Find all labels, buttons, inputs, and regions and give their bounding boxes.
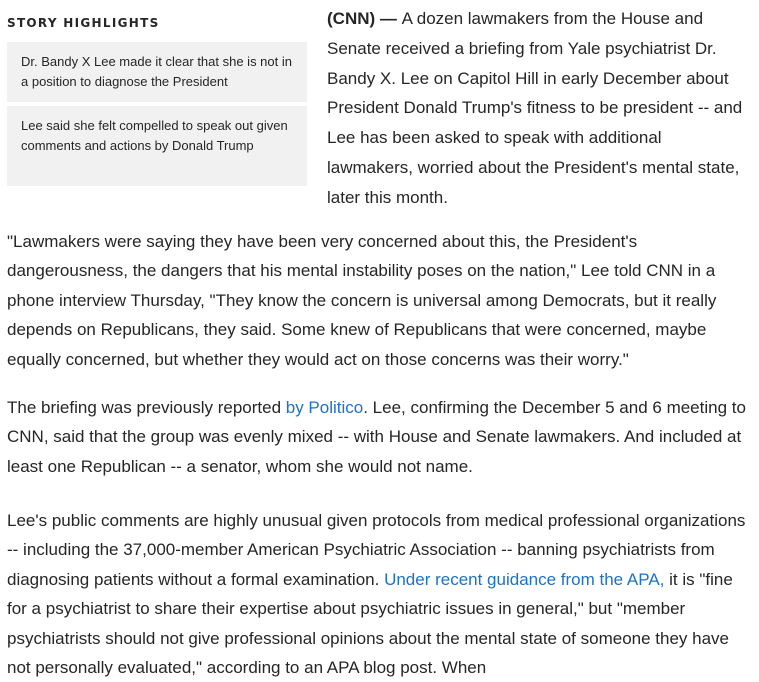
article-paragraph-apa bbox=[7, 506, 751, 682]
apa-guidance-link[interactable]: Under recent guidance from the APA, bbox=[384, 569, 665, 589]
paragraph-text: it is "fine for a psychiatrist to share their expertise about psychiatric issues in general," but "member psychiatrists should not give professional opinions about the mental state of someone they have not personally evaluated," according to an APA blog post. When bbox=[7, 569, 733, 678]
story-highlights bbox=[7, 14, 307, 190]
story-highlights-title: STORY HIGHLIGHTS bbox=[7, 16, 160, 30]
politico-link[interactable]: by Politico bbox=[285, 398, 364, 417]
article-paragraph-quote: "Lawmakers were saying they have been very concerned about this, the President's dangerousness, the dangers that his mental instability poses on the nation," Lee told CNN in a phone interview Thursday, "They know the concern is universal among Democrats, but it really depends on Republicans, they said. Some knew of Republicans that were concerned, maybe equally concerned, but whether they would act on those concerns was their worry." bbox=[7, 232, 717, 369]
paragraph-text: Lee's public comments are highly unusual given protocols from medical professional organizations -- including the 37,000-member American Psychiatric Association -- banning psychiatrists from diagnosing patients without a formal examination. bbox=[7, 511, 746, 589]
paragraph-text: . Lee, confirming the December 5 and 6 meeting to CNN, said that the group was evenly mixed -- with House and Senate lawmakers. And included at least one Republican -- a senator, whom she would not name. bbox=[7, 398, 746, 476]
lead-text: A dozen lawmakers from the House and Senate received a briefing from Yale psychiatrist Dr. Bandy X. Lee on Capitol Hill in early December about President Donald Trump's fitness to be president -- and Lee has been asked to speak with additional lawmakers, worried about the President's mental state, later this month. bbox=[327, 9, 743, 207]
article-paragraph-lead bbox=[327, 4, 751, 213]
highlight-item: Lee said she felt compelled to speak out given comments and actions by Donald Trump bbox=[7, 106, 307, 186]
story-highlights-list bbox=[7, 42, 307, 186]
paragraph-text: The briefing was previously reported bbox=[7, 398, 286, 417]
article-paragraph-briefing bbox=[7, 393, 751, 481]
highlight-item: Dr. Bandy X Lee made it clear that she is not in a position to diagnose the President bbox=[7, 42, 307, 102]
dateline: (CNN) — bbox=[327, 9, 402, 28]
